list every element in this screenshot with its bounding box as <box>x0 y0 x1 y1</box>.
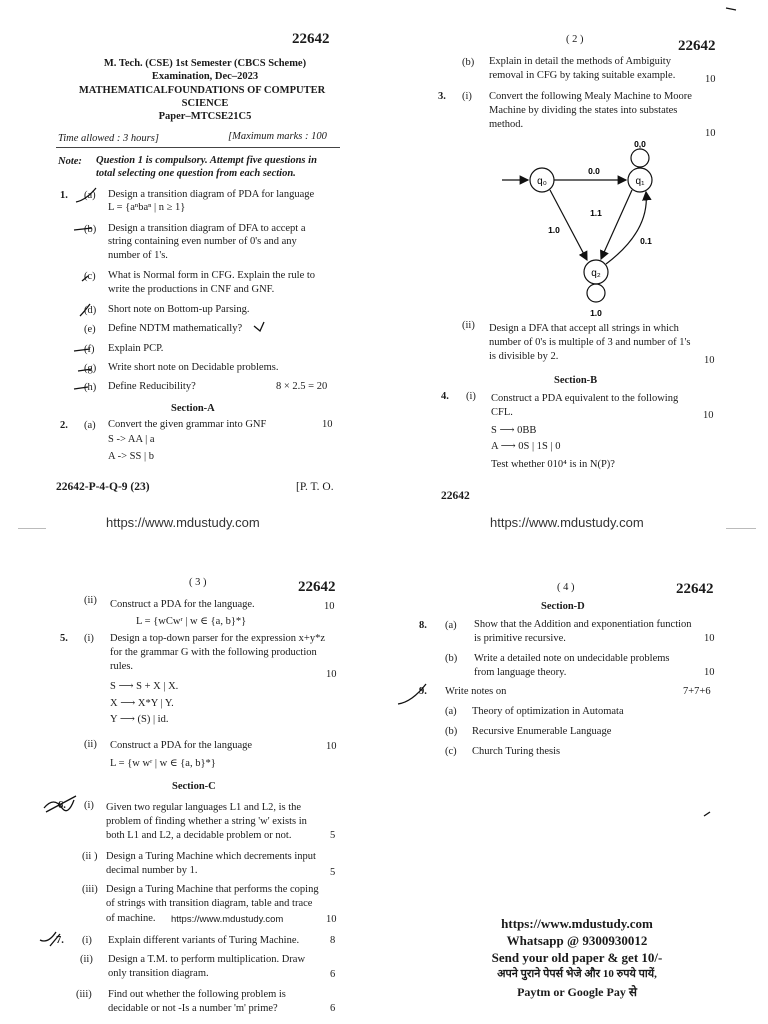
q1-h-label: (h) <box>84 382 97 393</box>
q4-ii-label: (ii) <box>84 595 97 606</box>
q2-b-line-2: removal in CFG by taking suitable example. <box>489 70 676 81</box>
q6-iii-line-1: Design a Turing Machine that performs the coping <box>106 884 319 895</box>
q5-number: 5. <box>60 633 68 644</box>
q5-i-line-3: rules. <box>110 661 134 672</box>
q9-a-text: Theory of optimization in Automata <box>472 706 624 717</box>
section-b-heading: Section-B <box>554 375 598 386</box>
tick-mark-1d <box>80 304 90 316</box>
pen-dot-right <box>704 812 710 816</box>
note-line-1: Question 1 is compulsory. Attempt five questions in <box>96 155 317 166</box>
tick-mark-1e <box>254 322 264 331</box>
q5-rule-1: S ⟶ S + X | X. <box>110 681 179 692</box>
page-2-code: 22642 <box>678 38 716 54</box>
edge-label-q0-q1: 0.0 <box>588 166 600 176</box>
q6-i-label: (i) <box>84 800 94 811</box>
page-4-code: 22642 <box>676 581 714 597</box>
exam-heading-line-4: SCIENCE <box>181 98 229 109</box>
page-4-number: ( 4 ) <box>557 582 575 593</box>
q4-line-2: CFL. <box>491 407 513 418</box>
q1-c-label: (c) <box>84 271 96 282</box>
q4-rule-1: S ⟶ 0BB <box>491 425 537 436</box>
q2-b-label: (b) <box>462 57 475 68</box>
q2-rule-2: A -> SS | b <box>108 451 154 462</box>
q8-number: 8. <box>419 620 427 631</box>
q6-iii-url: https://www.mdustudy.com <box>171 914 284 925</box>
q1-b-line-2: string containing even number of 0's and any <box>108 236 297 247</box>
q7-ii-marks: 6 <box>330 969 336 980</box>
q5-i-marks: 10 <box>326 669 337 680</box>
q3-ii-line-2: number of 0's is multiple of 3 and number of 1's <box>489 337 691 348</box>
q3-ii-label: (ii) <box>462 320 475 331</box>
q1-e-label: (e) <box>84 324 96 335</box>
q8-a-marks: 10 <box>704 633 715 644</box>
exam-heading-line-2: Examination, Dec–2023 <box>151 71 259 82</box>
scribble-q7 <box>40 932 60 946</box>
q5-i-line-1: Design a top-down parser for the expression x+y*z <box>110 633 325 644</box>
edge-label-q1-q2: 1.1 <box>590 208 602 218</box>
q7-ii-label: (ii) <box>80 954 93 965</box>
q5-i-label: (i) <box>84 633 94 644</box>
q3-i-line-3: method. <box>489 119 524 130</box>
state-q0-label: q₀ <box>537 176 547 187</box>
q6-ii-line-2: decimal number by 1. <box>106 865 198 876</box>
page-1-footer-code: 22642-P-4-Q-9 (23) <box>56 481 150 493</box>
pen-mark-corner <box>726 8 736 10</box>
q4-number: 4. <box>441 391 449 402</box>
q8-b-marks: 10 <box>704 667 715 678</box>
exam-heading-line-5: Paper–MTCSE21C5 <box>158 111 252 122</box>
q7-number: 7. <box>56 935 64 946</box>
section-d-heading: Section-D <box>541 601 585 612</box>
q6-i-marks: 5 <box>330 830 336 841</box>
q5-rule-3: Y ⟶ (S) | id. <box>110 714 169 725</box>
q2-rule-1: S -> AA | a <box>108 434 155 445</box>
q4-ii-language: L = {wCwʳ | w ∈ {a, b}*} <box>136 616 247 627</box>
q1-b-line-3: number of 1's. <box>108 250 168 261</box>
q2-a-label: (a) <box>84 420 96 431</box>
q4-i-label: (i) <box>466 391 476 402</box>
page-2-number: ( 2 ) <box>566 34 584 45</box>
section-a-heading: Section-A <box>171 403 215 414</box>
q3-i-line-1: Convert the following Mealy Machine to Moore <box>489 91 692 102</box>
edge-label-q2-q1: 0.1 <box>640 236 652 246</box>
q1-f-label: (f) <box>84 344 95 355</box>
q7-ii-line-1: Design a T.M. to perform multiplication. Draw <box>108 954 306 965</box>
q1-marks: 8 × 2.5 = 20 <box>276 381 328 392</box>
q8-a-line-1: Show that the Addition and exponentiation function <box>474 619 692 630</box>
page-1-footer-pto: [P. T. O. <box>296 481 334 493</box>
q5-i-line-2: for the grammar G with the following production <box>110 647 317 658</box>
q2-b-line-1: Explain in detail the methods of Ambiguity <box>489 56 671 67</box>
page-1-url: https://www.mdustudy.com <box>106 515 260 530</box>
q8-b-line-2: from language theory. <box>474 667 567 678</box>
q8-b-line-1: Write a detailed note on undecidable problems <box>474 653 670 664</box>
q3-ii-line-1: Design a DFA that accept all strings in which <box>489 323 679 334</box>
q5-ii-label: (ii) <box>84 739 97 750</box>
max-marks: [Maximum marks : 100 <box>228 131 327 142</box>
page-2-url: https://www.mdustudy.com <box>490 515 644 530</box>
q6-number: 6. <box>58 800 66 811</box>
q7-iii-line-1: Find out whether the following problem is <box>108 989 286 1000</box>
q1-a-line-2: L = {aⁿbaⁿ | n ≥ 1} <box>108 202 186 213</box>
promo-hindi-line: अपने पुराने पेपर्स भेजे और 10 रुपये पायें, <box>497 968 657 980</box>
q1-d-label: (d) <box>84 305 97 316</box>
q7-i-label: (i) <box>82 935 92 946</box>
tick-mark-1c <box>82 276 88 281</box>
dash-mark-1h <box>74 387 88 389</box>
q9-b-text: Recursive Enumerable Language <box>472 726 612 737</box>
tick-mark-q9 <box>398 684 426 704</box>
scribble-q6 <box>44 796 76 812</box>
q9-text: Write notes on <box>445 686 507 697</box>
q1-c-line-2: write the productions in CNF and GNF. <box>108 284 275 295</box>
q9-c-label: (c) <box>445 746 457 757</box>
q7-iii-marks: 6 <box>330 1003 336 1014</box>
q3-i-line-2: Machine by dividing the states into substates <box>489 105 678 116</box>
q3-i-label: (i) <box>462 91 472 102</box>
q4-ii-marks: 10 <box>324 601 335 612</box>
note-label: Note: <box>58 156 82 167</box>
dash-mark-1b <box>74 228 92 230</box>
q1-f-line-1: Explain PCP. <box>108 343 164 354</box>
q7-iii-line-2: decidable or not -Is a number 'm' prime? <box>108 1003 278 1014</box>
promo-send-paper: Send your old paper & get 10/- <box>491 950 663 965</box>
q6-i-line-3: both L1 and L2, a decidable problem or not. <box>106 830 292 841</box>
q5-ii-language: L = {w wʳ | w ∈ {a, b}*} <box>110 758 216 769</box>
q9-c-text: Church Turing thesis <box>472 746 561 757</box>
exam-heading-line-3: MATHEMATICALFOUNDATIONS OF COMPUTER <box>78 85 326 96</box>
q4-test: Test whether 010⁴ is in N(P)? <box>491 459 615 470</box>
q4-marks: 10 <box>703 410 714 421</box>
time-allowed: Time allowed : 3 hours] <box>58 133 159 144</box>
q6-ii-label: (ii ) <box>82 851 98 862</box>
q1-b-label: (b) <box>84 224 97 235</box>
q2-number: 2. <box>60 420 68 431</box>
q1-a-label: (a) <box>84 190 96 201</box>
q3-number: 3. <box>438 91 446 102</box>
q2-text: Convert the given grammar into GNF <box>108 419 267 430</box>
dash-mark-1f <box>74 349 90 351</box>
q1-number: 1. <box>60 190 68 201</box>
q9-b-label: (b) <box>445 726 458 737</box>
q1-h-line-1: Define Reducibility? <box>108 381 196 392</box>
q2-marks: 10 <box>322 419 333 430</box>
q6-i-line-1: Given two regular languages L1 and L2, is the <box>106 802 302 813</box>
note-line-2: total selecting one question from each section. <box>96 168 296 179</box>
q5-rule-2: X ⟶ X*Y | Y. <box>110 698 174 709</box>
q6-ii-line-1: Design a Turing Machine which decrements input <box>106 851 316 862</box>
q4-ii-text: Construct a PDA for the language. <box>110 599 255 610</box>
q9-a-label: (a) <box>445 706 457 717</box>
q1-g-label: (g) <box>84 363 97 374</box>
edge-label-q0-q2: 1.0 <box>548 225 560 235</box>
q1-b-line-1: Design a transition diagram of DFA to accept a <box>108 223 306 234</box>
q7-i-marks: 8 <box>330 935 336 946</box>
q3-ii-line-3: is divisible by 2. <box>489 351 559 362</box>
q6-iii-line-3: of machine. <box>106 913 156 924</box>
dash-mark-1g <box>78 369 92 371</box>
q9-marks: 7+7+6 <box>683 686 711 697</box>
exam-heading-line-1: M. Tech. (CSE) 1st Semester (CBCS Scheme) <box>103 58 307 69</box>
q1-c-line-1: What is Normal form in CFG. Explain the rule to <box>108 270 316 281</box>
edge-label-q2-loop: 1.0 <box>590 308 602 318</box>
q1-e-line-1: Define NDTM mathematically? <box>108 323 243 334</box>
tick-mark-1a <box>76 188 96 202</box>
q1-a-line-1: Design a transition diagram of PDA for language <box>108 189 315 200</box>
q8-b-label: (b) <box>445 653 458 664</box>
q7-ii-line-2: only transition diagram. <box>108 968 209 979</box>
q7-iii-label: (iii) <box>76 989 92 1000</box>
edge-label-q1-loop: 0,0 <box>634 139 646 149</box>
q6-ii-marks: 5 <box>330 867 336 878</box>
q1-d-line-1: Short note on Bottom-up Parsing. <box>108 304 250 315</box>
state-q1-label: q₁ <box>635 176 645 187</box>
q4-rule-2: A ⟶ 0S | 1S | 0 <box>491 441 561 452</box>
q6-i-line-2: problem of finding whether a string 'w' exists in <box>106 816 307 827</box>
q9-number: 9. <box>419 686 427 697</box>
q6-iii-line-2: of strings with transition diagram, table and trace <box>106 898 313 909</box>
q2-b-marks: 10 <box>705 74 716 85</box>
promo-payment: Paytm or Google Pay से <box>517 985 637 999</box>
q6-iii-marks: 10 <box>326 914 337 925</box>
page-3-code: 22642 <box>298 579 336 595</box>
q5-ii-marks: 10 <box>326 741 337 752</box>
q8-a-line-2: is primitive recursive. <box>474 633 566 644</box>
q4-line-1: Construct a PDA equivalent to the following <box>491 393 679 404</box>
q3-i-marks: 10 <box>705 128 716 139</box>
q6-iii-label: (iii) <box>82 884 98 895</box>
promo-whatsapp: Whatsapp @ 9300930012 <box>506 933 648 948</box>
section-c-heading: Section-C <box>172 781 216 792</box>
q1-g-line-1: Write short note on Decidable problems. <box>108 362 279 373</box>
q7-i-text: Explain different variants of Turing Machine. <box>108 935 300 946</box>
q3-ii-marks: 10 <box>704 355 715 366</box>
q8-a-label: (a) <box>445 620 457 631</box>
promo-url: https://www.mdustudy.com <box>501 916 653 931</box>
q5-ii-text: Construct a PDA for the language <box>110 740 253 751</box>
page-3-number: ( 3 ) <box>189 577 207 588</box>
page-2-footer-code: 22642 <box>441 490 470 502</box>
paper-code: 22642 <box>292 31 330 47</box>
state-q2-label: q₂ <box>591 268 601 279</box>
